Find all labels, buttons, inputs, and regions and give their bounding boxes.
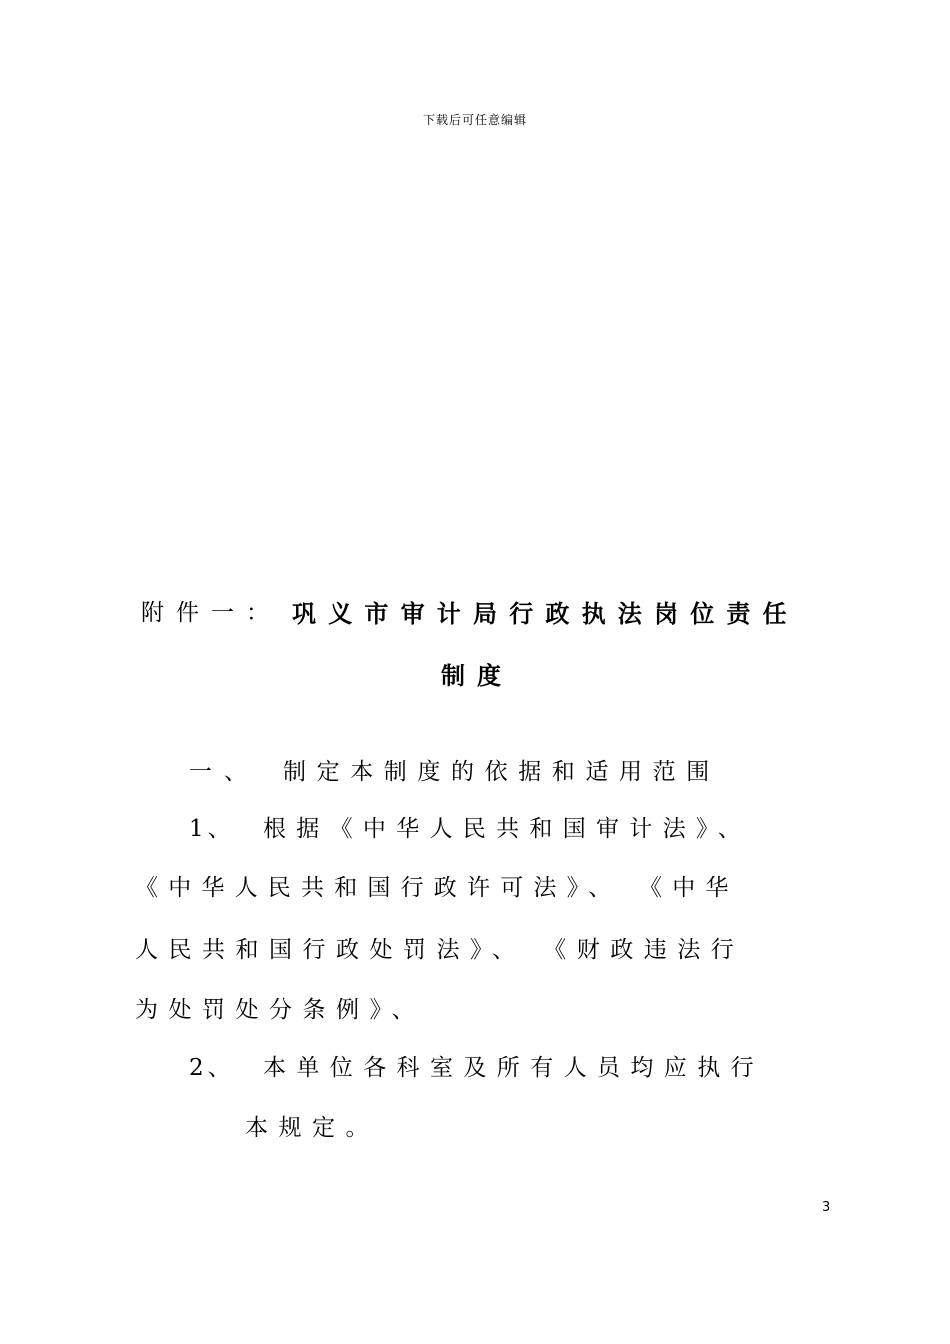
page-title-continuation: 制度: [441, 662, 513, 690]
paragraph-line: 本单位各科室及所有人员均应执行: [263, 1055, 764, 1081]
header-note: 下载后可任意编辑: [422, 113, 527, 127]
paragraph-line: 《中华人民共和国行政许可法》、 《中华: [135, 875, 739, 901]
paragraph-line: 本规定。: [245, 1115, 379, 1141]
paragraph-line: 为处罚处分条例》、: [135, 997, 425, 1023]
paragraph-line: 人民共和国行政处罚法》、 《财政违法行: [135, 937, 745, 963]
title-prefix: 附件一：: [141, 600, 281, 626]
section-heading: 制定本制度的依据和适用范围: [283, 759, 720, 785]
section-number: 一、: [189, 759, 259, 785]
paragraph-line: 根据《中华人民共和国审计法》、: [263, 816, 751, 842]
page-title: 巩义市审计局行政执法岗位责任: [292, 600, 799, 628]
item-number: 2、: [189, 1055, 235, 1081]
page-number: 3: [822, 1200, 831, 1215]
item-number: 1、: [189, 816, 235, 842]
